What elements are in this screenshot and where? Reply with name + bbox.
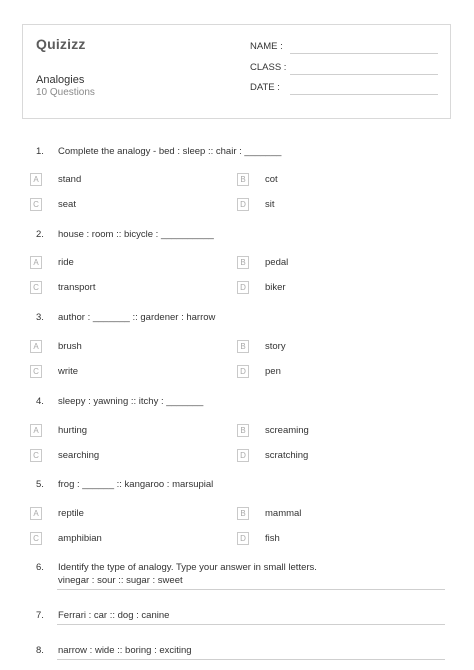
question-text: narrow : wide :: boring : exciting [58, 645, 192, 656]
option-letter-box: A [30, 256, 42, 269]
question-text: Identify the type of analogy. Type your answer in small letters. [58, 562, 317, 573]
answer-line[interactable] [57, 589, 445, 590]
option-text: transport [58, 282, 96, 293]
option-text: sit [265, 199, 275, 210]
option-letter-box: C [30, 281, 42, 294]
question-text: Ferrari : car :: dog : canine [58, 610, 170, 621]
option-text: write [58, 366, 79, 377]
option-text: seat [58, 199, 76, 210]
question-text: sleepy : yawning :: itchy : _______ [58, 396, 204, 407]
option-text: searching [58, 450, 100, 461]
question-text: house : room :: bicycle : __________ [58, 229, 214, 240]
option-letter-box: A [30, 340, 42, 353]
quizizz-logo: Quizizz [36, 36, 86, 52]
class-field[interactable] [290, 74, 438, 75]
option-letter-box: D [237, 281, 249, 294]
question-number: 2. [36, 229, 44, 240]
header-box [22, 24, 451, 119]
question-number: 4. [36, 396, 44, 407]
option-letter-box: B [237, 507, 249, 520]
question-number: 7. [36, 610, 44, 621]
option-letter-box: D [237, 532, 249, 545]
option-letter-box: B [237, 340, 249, 353]
option-text: scratching [265, 450, 309, 461]
option-text: brush [58, 341, 82, 352]
option-text: pen [265, 366, 281, 377]
class-label: CLASS : [250, 62, 287, 73]
option-text: mammal [265, 508, 302, 519]
option-text: screaming [265, 425, 309, 436]
option-letter-box: B [237, 256, 249, 269]
worksheet-title: Analogies [36, 74, 85, 86]
answer-line[interactable] [57, 659, 445, 660]
question-text: Complete the analogy - bed : sleep :: chair : _______ [58, 146, 282, 157]
option-text: reptile [58, 508, 84, 519]
question-number: 3. [36, 312, 44, 323]
option-letter-box: B [237, 173, 249, 186]
option-text: fish [265, 533, 280, 544]
option-letter-box: A [30, 424, 42, 437]
question-number: 5. [36, 479, 44, 490]
date-field[interactable] [290, 94, 438, 95]
option-text: amphibian [58, 533, 102, 544]
option-text: hurting [58, 425, 88, 436]
option-text: stand [58, 174, 82, 185]
question-number: 6. [36, 562, 44, 573]
question-text: author : _______ :: gardener : harrow [58, 312, 216, 323]
option-letter-box: A [30, 173, 42, 186]
option-letter-box: D [237, 198, 249, 211]
option-letter-box: C [30, 365, 42, 378]
date-label: DATE : [250, 82, 280, 93]
option-letter-box: D [237, 365, 249, 378]
option-text: biker [265, 282, 286, 293]
answer-line[interactable] [57, 624, 445, 625]
option-text: pedal [265, 257, 289, 268]
question-count: 10 Questions [36, 87, 95, 98]
option-text: cot [265, 174, 278, 185]
option-letter-box: D [237, 449, 249, 462]
option-letter-box: A [30, 507, 42, 520]
name-field[interactable] [290, 53, 438, 54]
option-text: ride [58, 257, 74, 268]
question-number: 8. [36, 645, 44, 656]
option-letter-box: C [30, 532, 42, 545]
option-letter-box: C [30, 449, 42, 462]
question-text: vinegar : sour :: sugar : sweet [58, 575, 183, 586]
option-letter-box: C [30, 198, 42, 211]
question-number: 1. [36, 146, 44, 157]
name-label: NAME : [250, 41, 283, 52]
option-text: story [265, 341, 286, 352]
question-text: frog : ______ :: kangaroo : marsupial [58, 479, 214, 490]
option-letter-box: B [237, 424, 249, 437]
